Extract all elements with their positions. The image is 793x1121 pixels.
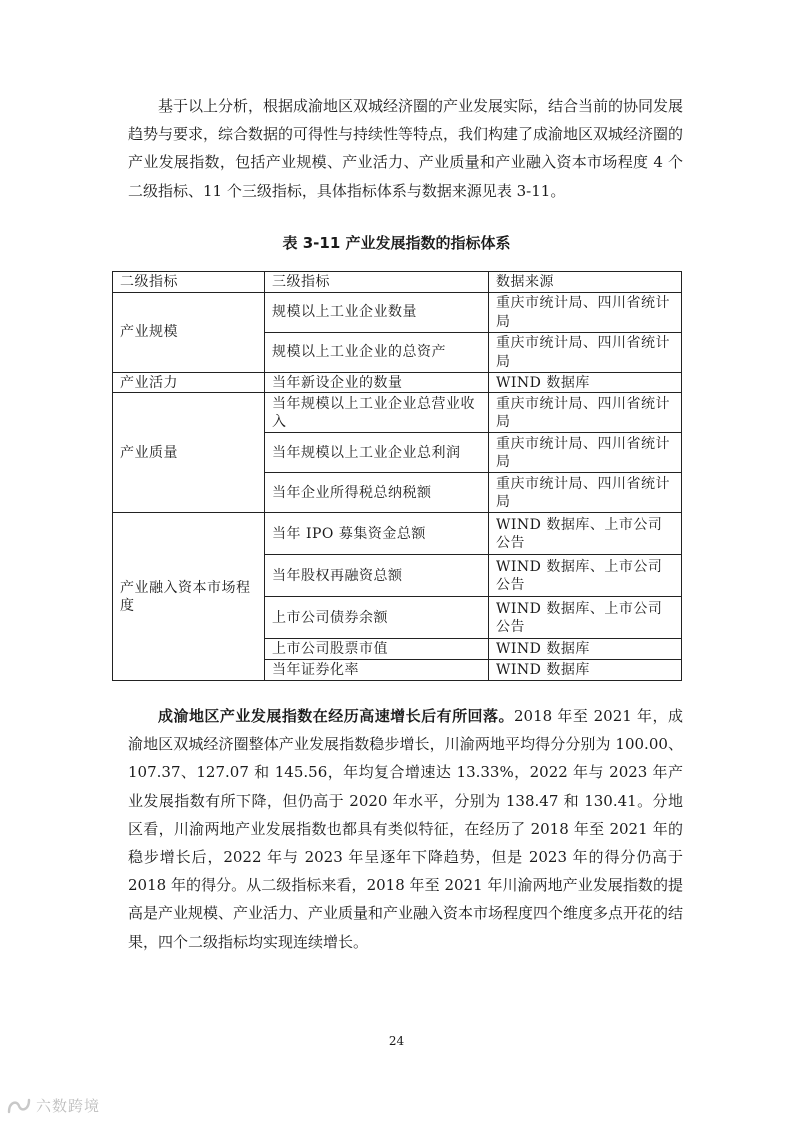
group-cell: 产业规模 bbox=[113, 292, 265, 372]
table-caption: 表 3-11 产业发展指数的指标体系 bbox=[282, 234, 511, 252]
indicator-cell: 当年规模以上工业企业总营业收入 bbox=[265, 393, 489, 433]
watermark-text: 六数跨境 bbox=[36, 1097, 101, 1115]
analysis-lead: 成渝地区产业发展指数在经历高速增长后有所回落。 bbox=[158, 707, 514, 725]
group-cell: 产业融入资本市场程度 bbox=[113, 513, 265, 681]
header-cell: 三级指标 bbox=[265, 272, 489, 293]
indicator-cell: 当年 IPO 募集资金总额 bbox=[265, 513, 489, 555]
watermark bbox=[6, 1095, 100, 1116]
watermark-logo-icon bbox=[6, 1097, 32, 1115]
source-cell: WIND 数据库、上市公司公告 bbox=[489, 513, 682, 555]
indicator-cell: 规模以上工业企业的总资产 bbox=[265, 332, 489, 372]
group-cell: 产业活力 bbox=[113, 372, 265, 393]
source-cell: 重庆市统计局、四川省统计局 bbox=[489, 332, 682, 372]
indicator-cell: 上市公司债券余额 bbox=[265, 597, 489, 639]
table-header-row bbox=[113, 272, 682, 293]
indicator-cell: 当年企业所得税总纳税额 bbox=[265, 473, 489, 513]
source-cell: WIND 数据库 bbox=[489, 639, 682, 660]
header-cell: 二级指标 bbox=[113, 272, 265, 293]
indicator-cell: 当年证券化率 bbox=[265, 660, 489, 681]
table-row bbox=[113, 393, 682, 433]
header-cell: 数据来源 bbox=[489, 272, 682, 293]
source-cell: WIND 数据库、上市公司公告 bbox=[489, 555, 682, 597]
table-row bbox=[113, 292, 682, 332]
source-cell: WIND 数据库 bbox=[489, 660, 682, 681]
analysis-body: 2018 年至 2021 年，成渝地区双城经济圈整体产业发展指数稳步增长，川渝两地平均得分分别为 100.00、107.37、127.07 和 145.56，年均复合增速达 13.33%，2022 年与 2023 年产业发展指数有所下降，但仍高于 2020 年水平，分别为 138.47 和 130.41。分地区看，川渝两地产业发展指数也都具有类似特征，在经历了 2018 年至 2021 年的稳步增长后，2022 年与 2023 年呈逐年下降趋势，但是 2023 年的得分仍高于 2018 年的得分。从二级指标来看，2018 年至 2021 年川渝两地产业发展指数的提高是产业规模、产业活力、产业质量和产业融入资本市场程度四个维度多点开花的结果，四个二级指标均实现连续增长。 bbox=[128, 707, 684, 951]
analysis-paragraph bbox=[128, 702, 683, 956]
source-cell: 重庆市统计局、四川省统计局 bbox=[489, 473, 682, 513]
source-cell: 重庆市统计局、四川省统计局 bbox=[489, 393, 682, 433]
intro-paragraph: 基于以上分析，根据成渝地区双城经济圈的产业发展实际，结合当前的协同发展趋势与要求，综合数据的可得性与持续性等特点，我们构建了成渝地区双城经济圈的产业发展指数，包括产业规模、产业活力、产业质量和产业融入资本市场程度 4 个二级指标、11 个三级指标，具体指标体系与数据来源见表 3-11。 bbox=[128, 97, 684, 200]
source-cell: WIND 数据库 bbox=[489, 372, 682, 393]
page-number: 24 bbox=[388, 1034, 405, 1048]
indicator-cell: 当年规模以上工业企业总利润 bbox=[265, 433, 489, 473]
indicator-cell: 上市公司股票市值 bbox=[265, 639, 489, 660]
indicator-cell: 当年股权再融资总额 bbox=[265, 555, 489, 597]
table-row bbox=[113, 372, 682, 393]
table-row bbox=[113, 513, 682, 555]
source-cell: WIND 数据库、上市公司公告 bbox=[489, 597, 682, 639]
source-cell: 重庆市统计局、四川省统计局 bbox=[489, 433, 682, 473]
indicator-table bbox=[112, 271, 682, 681]
indicator-cell: 规模以上工业企业数量 bbox=[265, 292, 489, 332]
indicator-cell: 当年新设企业的数量 bbox=[265, 372, 489, 393]
source-cell: 重庆市统计局、四川省统计局 bbox=[489, 292, 682, 332]
group-cell: 产业质量 bbox=[113, 393, 265, 513]
